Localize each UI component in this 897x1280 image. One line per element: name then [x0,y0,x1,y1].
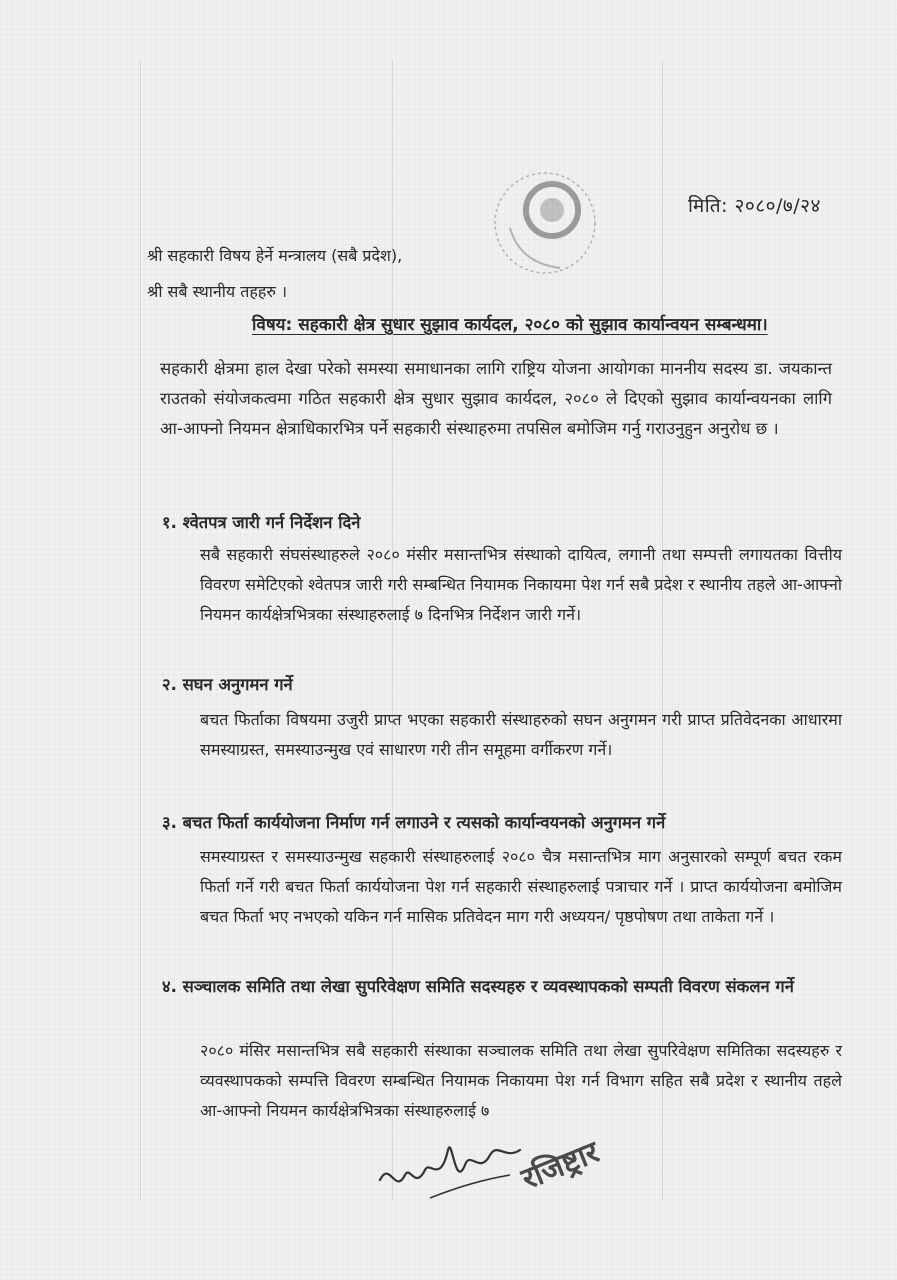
recipient-line: श्री सबै स्थानीय तहहरु । [147,282,288,301]
section-heading: १. श्वेतपत्र जारी गर्न निर्देशन दिने [162,513,361,532]
scan-artifact-line [662,60,663,1200]
registrar-stamp: रजिष्ट्रार [516,1134,605,1198]
section-heading: ३. बचत फिर्ता कार्ययोजना निर्माण गर्न लगाउने र त्यसको कार्यान्वयनको अनुगमन गर्ने [162,813,666,832]
letter-date: मिति: २०८०/७/२४ [688,195,821,217]
section-heading: ४. सञ्चालक समिति तथा लेखा सुपरिवेक्षण समिति सदस्यहरु र व्यवस्थापकको सम्पती विवरण संकलन गर्ने [162,977,794,996]
section-body: सबै सहकारी संघसंस्थाहरुले २०८० मंसीर मसान्तभित्र संस्थाको दायित्व, लगानी तथा सम्पत्ती लगायतका वित्तीय विवरण समेटिएको श्वेतपत्र जारी गरी सम्बन्धित नियामक निकायमा पेश गर्न सबै प्रदेश र स्थानीय तहले आ-आफ्नो नियमन कार्यक्षेत्रभित्रका संस्थाहरुलाई ७ दिनभित्र निर्देशन जारी गर्ने। [200,545,842,624]
intro-paragraph: सहकारी क्षेत्रमा हाल देखा परेको समस्या समाधानका लागि राष्ट्रिय योजना आयोगका माननीय सदस्य डा. जयकान्त राउतको संयोजकत्वमा गठित सहकारी क्षेत्र सुधार सुझाव कार्यदल, २०८० ले दिएको सुझाव कार्यान्वयनका लागि आ-आफ्नो नियमन क्षेत्राधिकारभित्र पर्ने सहकारी संस्थाहरुमा तपसिल बमोजिम गर्नु गराउनुहुन अनुरोध छ । [160,359,832,438]
section-body: समस्याग्रस्त र समस्याउन्मुख सहकारी संस्थाहरुलाई २०८० चैत्र मसान्तभित्र माग अनुसारको सम्पूर्ण बचत रकम फिर्ता गर्ने गरी बचत फिर्ता कार्ययोजना पेश गर्न सहकारी संस्थाहरुलाई पत्राचार गर्ने । प्राप्त कार्ययोजना बमोजिम बचत फिर्ता भए नभएको यकिन गर्न मासिक प्रतिवेदन माग गरी अध्ययन/ पृष्ठपोषण तथा ताकेता गर्ने । [200,847,842,926]
scan-artifact-line [392,60,393,1200]
section-heading: २. सघन अनुगमन गर्ने [162,675,293,694]
section-body: २०८० मंसिर मसान्तभित्र सबै सहकारी संस्थाका सञ्चालक समिति तथा लेखा सुपरिवेक्षण समितिका सदस्यहरु र व्यवस्थापकको सम्पत्ति विवरण सम्बन्धित नियामक निकायमा पेश गर्न विभाग सहित सबै प्रदेश र स्थानीय तहले आ-आफ्नो नियमन कार्यक्षेत्रभित्रका संस्थाहरुलाई ७ [200,1041,842,1120]
section-body: बचत फिर्ताका विषयमा उजुरी प्राप्त भएका सहकारी संस्थाहरुको सघन अनुगमन गरी प्राप्त प्रतिवेदनका आधारमा समस्याग्रस्त, समस्याउन्मुख एवं साधारण गरी तीन समूहमा वर्गीकरण गर्ने। [200,710,842,759]
recipient-line: श्री सहकारी विषय हेर्ने मन्त्रालय (सबै प्रदेश), [147,246,403,265]
subject-line: विषय: सहकारी क्षेत्र सुधार सुझाव कार्यदल, २०८० को सुझाव कार्यान्वयन सम्बन्धमा। [252,315,768,335]
office-seal-icon [490,168,600,278]
signature-icon [370,1120,540,1210]
scan-artifact-line [140,60,141,1200]
